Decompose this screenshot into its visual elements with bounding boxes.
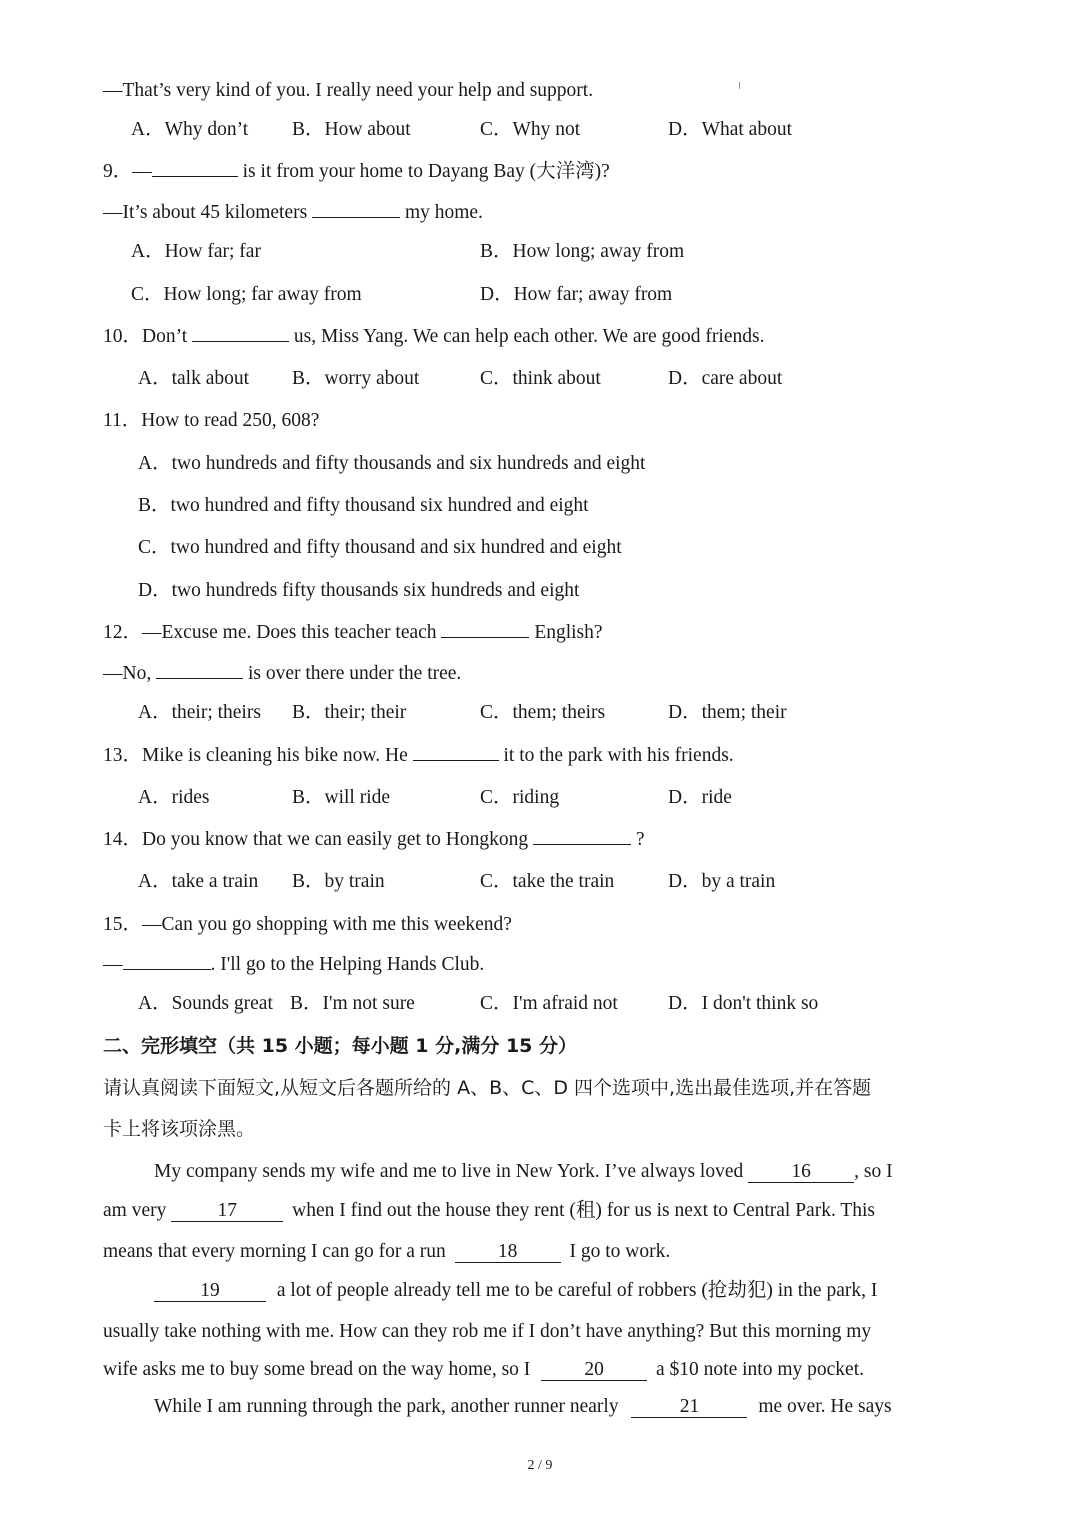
q12-option-a: A．their; theirs	[138, 702, 261, 723]
q14-option-c: C．take the train	[480, 871, 615, 892]
q13-option-a: A．rides	[138, 787, 210, 808]
q12-option-b: B．their; their	[292, 702, 407, 723]
blank-20: 20	[541, 1360, 647, 1381]
q11-option-b: B．two hundred and fifty thousand six hundred and eight	[138, 495, 589, 516]
q9-stem: 9．— is it from your home to Dayang Bay (大洋湾)?	[103, 161, 610, 182]
q11-option-a: A．two hundreds and fifty thousands and six hundreds and eight	[138, 453, 646, 474]
q13-blank	[413, 760, 499, 761]
q8-option-b: B．How about	[292, 119, 411, 140]
q15-option-b: B．I'm not sure	[290, 993, 415, 1014]
passage-p1-line3: means that every morning I can go for a run 18 I go to work.	[103, 1241, 671, 1262]
q9-option-c: C．How long; far away from	[131, 284, 362, 305]
section-heading: 二、完形填空（共 15 小题；每小题 1 分,满分 15 分）	[103, 1035, 578, 1057]
q13-option-b: B．will ride	[292, 787, 391, 808]
q10-option-a: A．talk about	[138, 368, 250, 389]
q14-blank	[533, 844, 631, 845]
q12-stem: 12．—Excuse me. Does this teacher teach English?	[103, 622, 603, 643]
section-instruction-line1: 请认真阅读下面短文,从短文后各题所给的 A、B、C、D 四个选项中,选出最佳选项,并在答题	[103, 1077, 872, 1099]
blank-16: 16	[748, 1162, 854, 1183]
q9-answer-line: —It’s about 45 kilometers my home.	[103, 202, 483, 223]
blank-21: 21	[631, 1397, 747, 1418]
q10-stem: 10．Don’t us, Miss Yang. We can help each other. We are good friends.	[103, 326, 765, 347]
q8-option-a: A．Why don’t	[131, 119, 249, 140]
q9-blank-1	[152, 176, 238, 177]
q13-option-d: D．ride	[668, 787, 732, 808]
passage-p2-line2: usually take nothing with me. How can they rob me if I don’t have anything? But this morning my	[103, 1321, 872, 1342]
passage-p2-line3: wife asks me to buy some bread on the way home, so I 20 a $10 note into my pocket.	[103, 1359, 864, 1380]
q14-option-a: A．take a train	[138, 871, 259, 892]
q15-stem: 15．—Can you go shopping with me this weekend?	[103, 914, 512, 935]
q13-option-c: C．riding	[480, 787, 560, 808]
q10-option-b: B．worry about	[292, 368, 420, 389]
q14-stem: 14．Do you know that we can easily get to Hongkong ?	[103, 829, 645, 850]
passage-p1-line2: am very 17 when I find out the house they rent (租) for us is next to Central Park. This	[103, 1200, 876, 1221]
blank-18: 18	[455, 1242, 561, 1263]
q9-option-b: B．How long; away from	[480, 241, 685, 262]
q15-option-d: D．I don't think so	[668, 993, 819, 1014]
passage-p3-line1: While I am running through the park, another runner nearly 21 me over. He says	[154, 1396, 892, 1417]
passage-p1-line1: My company sends my wife and me to live in New York. I’ve always loved 16 , so I	[154, 1161, 893, 1182]
section-instruction-line2: 卡上将该项涂黑。	[103, 1118, 256, 1140]
q9-option-a: A．How far; far	[131, 241, 261, 262]
q9-option-d: D．How far; away from	[480, 284, 673, 305]
q10-blank	[192, 341, 289, 342]
q15-blank	[123, 969, 211, 970]
page-number: 2 / 9	[527, 1458, 553, 1473]
q10-option-c: C．think about	[480, 368, 601, 389]
q12-option-c: C．them; theirs	[480, 702, 606, 723]
q11-option-c: C．two hundred and fifty thousand and six hundred and eight	[138, 537, 622, 558]
q12-blank-2	[156, 678, 243, 679]
q8-option-d: D．What about	[668, 119, 793, 140]
q13-stem: 13．Mike is cleaning his bike now. He it to the park with his friends.	[103, 745, 734, 766]
q12-answer-line: —No, is over there under the tree.	[103, 663, 462, 684]
q14-option-d: D．by a train	[668, 871, 776, 892]
q10-option-d: D．care about	[668, 368, 783, 389]
q12-blank-1	[441, 637, 529, 638]
q11-stem: 11．How to read 250, 608?	[103, 410, 320, 431]
q12-option-d: D．them; their	[668, 702, 787, 723]
passage-p2-line1: 19 a lot of people already tell me to be careful of robbers (抢劫犯) in the park, I	[154, 1279, 877, 1303]
q8-option-c: C．Why not	[480, 119, 581, 140]
q15-answer-line: — . I'll go to the Helping Hands Club.	[103, 954, 485, 975]
blank-17: 17	[171, 1201, 283, 1222]
q11-option-d: D．two hundreds fifty thousands six hundreds and eight	[138, 580, 580, 601]
q14-option-b: B．by train	[292, 871, 385, 892]
q8-answer-line: —That’s very kind of you. I really need your help and support.	[103, 80, 594, 101]
q15-option-c: C．I'm afraid not	[480, 993, 618, 1014]
blank-19: 19	[154, 1281, 266, 1302]
q15-option-a: A．Sounds great	[138, 993, 273, 1014]
q9-blank-2	[312, 217, 400, 218]
scan-mark	[739, 82, 740, 89]
